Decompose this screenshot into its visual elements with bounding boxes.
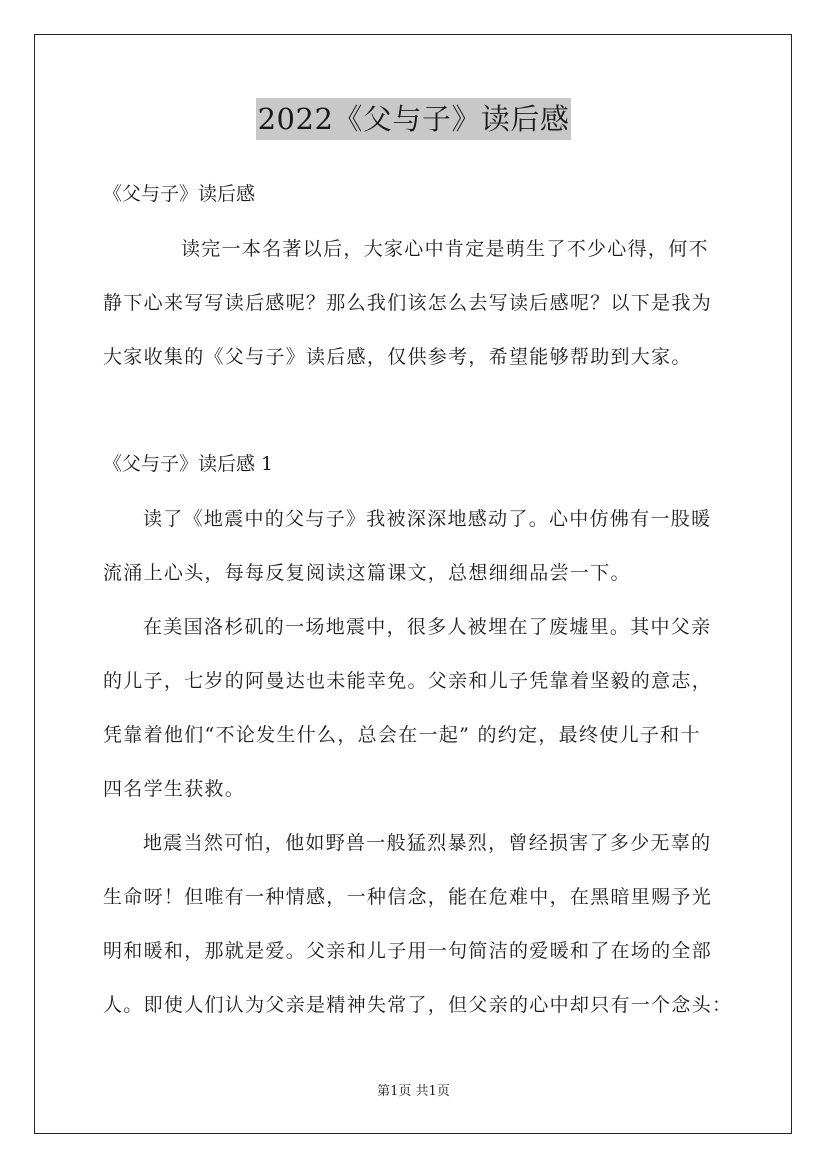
intro-line: 静下心来写写读后感呢？那么我们该怎么去写读后感呢？以下是我为 <box>103 292 713 314</box>
intro-line: 大家收集的《父与子》读后感，仅供参考，希望能够帮助到大家。 <box>103 346 692 368</box>
section-heading: 《父与子》读后感 <box>103 183 256 205</box>
body-line: 生命呀！但唯有一种情感，一种信念，能在危难中，在黑暗里赐予光 <box>103 886 713 908</box>
essay-heading: 《父与子》读后感 1 <box>103 453 274 475</box>
body-line: 人。即使人们认为父亲是精神失常了，但父亲的心中却只有一个念头： <box>103 994 733 1016</box>
body-line: 读了《地震中的父与子》我被深深地感动了。心中仿佛有一股暖 <box>143 508 712 530</box>
body-line: 明和暖和，那就是爱。父亲和儿子用一句简洁的爱暖和了在场的全部 <box>103 940 713 962</box>
body-line: 在美国洛杉矶的一场地震中，很多人被埋在了废墟里。其中父亲 <box>143 616 712 638</box>
body-line: 凭靠着他们“不论发生什么，总会在一起” 的约定，最终使儿子和十 <box>103 724 701 746</box>
body-line: 的儿子，七岁的阿曼达也未能幸免。父亲和儿子凭靠着坚毅的意志， <box>103 670 713 692</box>
intro-line: 读完一本名著以后，大家心中肯定是萌生了不少心得，何不 <box>181 238 709 260</box>
page-footer: 第1页 共1页 <box>377 1084 450 1099</box>
document-title: 2022《父与子》读后感 <box>256 98 572 140</box>
body-line: 地震当然可怕，他如野兽一般猛烈暴烈，曾经损害了多少无辜的 <box>143 832 712 854</box>
body-line: 四名学生获救。 <box>103 778 246 800</box>
title-container <box>0 98 827 140</box>
body-line: 流涌上心头，每每反复阅读这篇课文，总想细细品尝一下。 <box>103 562 631 584</box>
